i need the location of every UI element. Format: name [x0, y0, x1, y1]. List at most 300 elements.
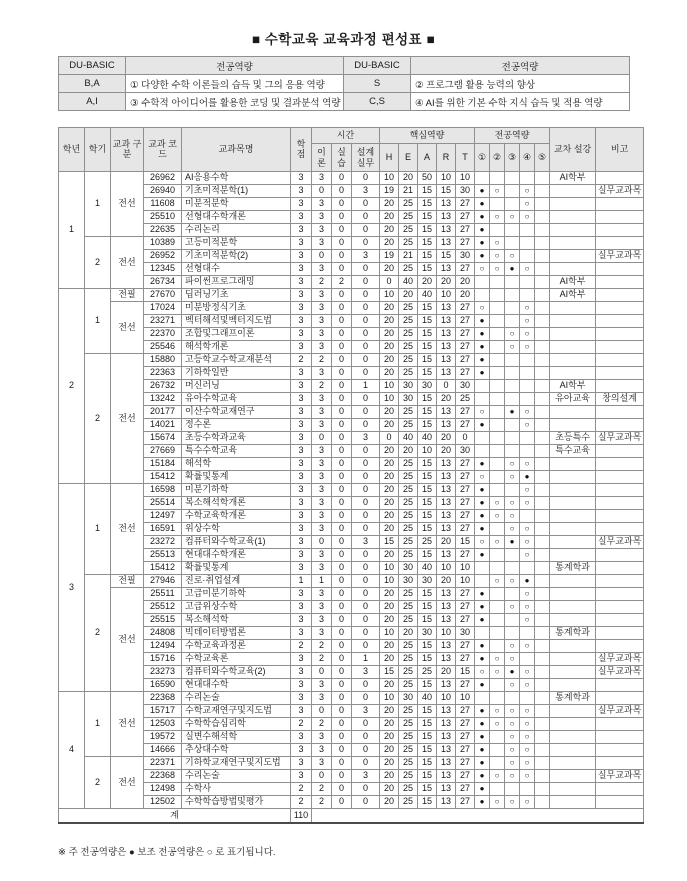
core-h-cell: 20 — [380, 731, 399, 744]
core-e-cell: 25 — [399, 744, 418, 757]
major-mark-1-cell: ○ — [475, 666, 490, 679]
year-cell: 3 — [59, 484, 85, 692]
hours-practice-cell: 0 — [332, 341, 352, 354]
cross-listing-cell — [550, 601, 596, 614]
course-code-cell: 16590 — [144, 679, 182, 692]
core-r-cell: 20 — [437, 536, 456, 549]
major-mark-2-cell: ○ — [490, 796, 505, 809]
major-mark-5-cell — [535, 666, 550, 679]
major-mark-3-cell: ○ — [505, 458, 520, 471]
core-r-cell: 13 — [437, 198, 456, 211]
core-t-cell: 10 — [456, 692, 475, 705]
col-header-major-group: 전공역량 — [475, 128, 550, 144]
major-mark-5-cell — [535, 458, 550, 471]
core-t-cell: 15 — [456, 666, 475, 679]
hours-theory-cell: 3 — [312, 211, 332, 224]
course-row — [59, 250, 644, 263]
major-mark-3-cell: ● — [505, 263, 520, 276]
core-e-cell: 25 — [399, 458, 418, 471]
category-cell: 전필 — [111, 289, 144, 302]
core-r-cell: 13 — [437, 497, 456, 510]
hours-theory-cell: 3 — [312, 458, 332, 471]
course-name-cell: 기초미적분학(1) — [182, 185, 291, 198]
course-code-cell: 15717 — [144, 705, 182, 718]
course-name-cell: 벡터해석및벡터지도법 — [182, 315, 291, 328]
course-name-cell: 해석학개론 — [182, 341, 291, 354]
core-h-cell: 20 — [380, 796, 399, 809]
major-mark-3-cell: ○ — [505, 523, 520, 536]
major-mark-3-cell: ● — [505, 666, 520, 679]
core-r-cell: 13 — [437, 640, 456, 653]
major-mark-4-cell — [520, 783, 535, 796]
hours-theory-cell: 3 — [312, 692, 332, 705]
course-code-cell: 12503 — [144, 718, 182, 731]
note-cell — [596, 276, 644, 289]
major-mark-1-cell: ● — [475, 640, 490, 653]
cross-listing-cell — [550, 458, 596, 471]
cross-listing-cell — [550, 549, 596, 562]
course-code-cell: 12498 — [144, 783, 182, 796]
major-mark-3-cell — [505, 562, 520, 575]
core-a-cell: 15 — [418, 757, 437, 770]
course-code-cell: 25511 — [144, 588, 182, 601]
hours-practice-cell: 0 — [332, 198, 352, 211]
hours-practice-cell: 0 — [332, 237, 352, 250]
core-t-cell: 27 — [456, 523, 475, 536]
hours-practice-cell: 0 — [332, 172, 352, 185]
core-r-cell: 13 — [437, 744, 456, 757]
course-row — [59, 744, 644, 757]
major-mark-4-cell: ○ — [520, 523, 535, 536]
major-mark-4-cell: ○ — [520, 536, 535, 549]
major-mark-1-cell: ● — [475, 211, 490, 224]
course-code-cell: 27669 — [144, 445, 182, 458]
semester-cell: 1 — [85, 484, 111, 575]
major-mark-3-cell — [505, 185, 520, 198]
course-code-cell: 26732 — [144, 380, 182, 393]
major-mark-5-cell — [535, 198, 550, 211]
major-mark-1-cell: ● — [475, 718, 490, 731]
course-name-cell: 현대대수학 — [182, 679, 291, 692]
major-mark-5-cell — [535, 315, 550, 328]
core-h-cell: 20 — [380, 211, 399, 224]
hours-design-cell: 3 — [352, 536, 380, 549]
year-cell: 1 — [59, 172, 85, 289]
core-a-cell: 15 — [418, 588, 437, 601]
course-name-cell: 선형대수학개론 — [182, 211, 291, 224]
col-header-core-group: 핵심역량 — [380, 128, 475, 144]
hours-practice-cell: 0 — [332, 705, 352, 718]
core-a-cell: 25 — [418, 536, 437, 549]
major-mark-3-cell — [505, 588, 520, 601]
major-mark-3-cell — [505, 627, 520, 640]
core-a-cell: 15 — [418, 549, 437, 562]
cross-listing-cell — [550, 575, 596, 588]
core-a-cell: 15 — [418, 341, 437, 354]
course-code-cell: 12494 — [144, 640, 182, 653]
core-a-cell: 15 — [418, 198, 437, 211]
credits-cell: 2 — [291, 354, 312, 367]
legend-desc: ④ AI를 위한 기본 수학 지식 습득 및 적용 역량 — [411, 93, 630, 111]
hours-design-cell: 0 — [352, 575, 380, 588]
course-row — [59, 406, 644, 419]
year-cell: 2 — [59, 289, 85, 484]
col-header-major-2: ② — [490, 144, 505, 172]
core-t-cell: 27 — [456, 198, 475, 211]
core-h-cell: 19 — [380, 185, 399, 198]
hours-practice-cell: 0 — [332, 692, 352, 705]
core-a-cell: 15 — [418, 731, 437, 744]
core-t-cell: 27 — [456, 302, 475, 315]
semester-cell: 1 — [85, 692, 111, 757]
major-mark-1-cell — [475, 692, 490, 705]
core-e-cell: 25 — [399, 588, 418, 601]
core-e-cell: 20 — [399, 627, 418, 640]
core-t-cell: 25 — [456, 393, 475, 406]
credits-cell: 3 — [291, 497, 312, 510]
core-t-cell: 27 — [456, 471, 475, 484]
total-row — [59, 809, 644, 824]
col-header-year: 학년 — [59, 128, 85, 172]
core-a-cell: 40 — [418, 692, 437, 705]
cross-listing-cell — [550, 484, 596, 497]
core-e-cell: 25 — [399, 523, 418, 536]
course-row — [59, 224, 644, 237]
course-code-cell: 15674 — [144, 432, 182, 445]
course-name-cell: 실변수해석학 — [182, 731, 291, 744]
core-h-cell: 20 — [380, 471, 399, 484]
hours-practice-cell: 0 — [332, 406, 352, 419]
credits-cell: 3 — [291, 276, 312, 289]
credits-cell: 3 — [291, 393, 312, 406]
hours-theory-cell: 3 — [312, 757, 332, 770]
major-mark-4-cell — [520, 289, 535, 302]
course-row — [59, 198, 644, 211]
major-mark-2-cell: ○ — [490, 185, 505, 198]
note-cell — [596, 731, 644, 744]
core-h-cell: 20 — [380, 718, 399, 731]
major-mark-5-cell — [535, 302, 550, 315]
core-r-cell: 13 — [437, 770, 456, 783]
cross-listing-cell — [550, 536, 596, 549]
legend-row — [59, 93, 630, 111]
core-a-cell: 15 — [418, 185, 437, 198]
major-mark-1-cell — [475, 380, 490, 393]
core-e-cell: 25 — [399, 211, 418, 224]
major-mark-2-cell — [490, 289, 505, 302]
course-row — [59, 445, 644, 458]
major-mark-5-cell — [535, 614, 550, 627]
major-mark-2-cell — [490, 523, 505, 536]
core-h-cell: 10 — [380, 627, 399, 640]
core-h-cell: 20 — [380, 354, 399, 367]
credits-cell: 3 — [291, 250, 312, 263]
hours-practice-cell: 0 — [332, 250, 352, 263]
credits-cell: 3 — [291, 679, 312, 692]
cross-listing-cell — [550, 198, 596, 211]
course-row — [59, 770, 644, 783]
credits-cell: 3 — [291, 770, 312, 783]
semester-cell: 2 — [85, 575, 111, 692]
course-row — [59, 367, 644, 380]
credits-cell: 3 — [291, 432, 312, 445]
core-r-cell: 20 — [437, 575, 456, 588]
credits-cell: 3 — [291, 172, 312, 185]
core-t-cell: 27 — [456, 705, 475, 718]
credits-cell: 3 — [291, 237, 312, 250]
note-cell — [596, 562, 644, 575]
core-a-cell: 15 — [418, 718, 437, 731]
core-h-cell: 20 — [380, 523, 399, 536]
core-t-cell: 27 — [456, 614, 475, 627]
major-mark-3-cell: ○ — [505, 653, 520, 666]
course-code-cell: 25510 — [144, 211, 182, 224]
core-a-cell: 15 — [418, 263, 437, 276]
major-mark-5-cell — [535, 588, 550, 601]
course-code-cell: 22368 — [144, 770, 182, 783]
course-name-cell: 고급미분기하학 — [182, 588, 291, 601]
hours-practice-cell: 0 — [332, 263, 352, 276]
note-cell — [596, 510, 644, 523]
hours-practice-cell: 0 — [332, 718, 352, 731]
major-mark-3-cell — [505, 198, 520, 211]
note-cell — [596, 237, 644, 250]
course-code-cell: 23271 — [144, 315, 182, 328]
credits-cell: 1 — [291, 575, 312, 588]
course-code-cell: 25513 — [144, 549, 182, 562]
core-a-cell: 15 — [418, 406, 437, 419]
major-mark-4-cell — [520, 510, 535, 523]
hours-design-cell: 0 — [352, 744, 380, 757]
col-header-time-group: 시간 — [312, 128, 380, 144]
major-mark-3-cell: ○ — [505, 211, 520, 224]
cross-listing-cell — [550, 224, 596, 237]
core-a-cell: 40 — [418, 562, 437, 575]
major-mark-4-cell: ○ — [520, 211, 535, 224]
course-row — [59, 796, 644, 809]
core-r-cell: 13 — [437, 328, 456, 341]
hours-practice-cell: 0 — [332, 185, 352, 198]
credits-cell: 3 — [291, 692, 312, 705]
major-mark-2-cell: ○ — [490, 497, 505, 510]
core-a-cell: 15 — [418, 796, 437, 809]
core-t-cell: 27 — [456, 640, 475, 653]
col-header-cross: 교차 설강 — [550, 128, 596, 172]
major-mark-2-cell: ○ — [490, 211, 505, 224]
credits-cell: 3 — [291, 627, 312, 640]
core-t-cell: 27 — [456, 354, 475, 367]
total-empty-cell — [312, 809, 644, 824]
core-a-cell: 20 — [418, 276, 437, 289]
major-mark-1-cell: ● — [475, 510, 490, 523]
hours-design-cell: 0 — [352, 783, 380, 796]
hours-theory-cell: 0 — [312, 705, 332, 718]
major-mark-1-cell: ● — [475, 237, 490, 250]
hours-design-cell: 0 — [352, 172, 380, 185]
cross-listing-cell — [550, 588, 596, 601]
course-row — [59, 679, 644, 692]
page-title: ■ 수학교육 교육과정 편성표 ■ — [251, 32, 436, 47]
core-e-cell: 25 — [399, 263, 418, 276]
hours-design-cell: 1 — [352, 653, 380, 666]
core-r-cell: 13 — [437, 237, 456, 250]
credits-cell: 3 — [291, 731, 312, 744]
hours-theory-cell: 3 — [312, 562, 332, 575]
core-t-cell: 27 — [456, 744, 475, 757]
hours-theory-cell: 3 — [312, 367, 332, 380]
semester-cell: 1 — [85, 172, 111, 237]
note-cell — [596, 484, 644, 497]
major-mark-5-cell — [535, 692, 550, 705]
hours-practice-cell: 0 — [332, 757, 352, 770]
total-label-cell: 계 — [59, 809, 291, 824]
course-row — [59, 315, 644, 328]
hours-design-cell: 0 — [352, 276, 380, 289]
note-cell — [596, 172, 644, 185]
major-mark-4-cell: ○ — [520, 757, 535, 770]
core-t-cell: 27 — [456, 419, 475, 432]
course-row — [59, 731, 644, 744]
course-code-cell: 22368 — [144, 692, 182, 705]
major-mark-3-cell: ○ — [505, 250, 520, 263]
major-mark-2-cell — [490, 692, 505, 705]
core-t-cell: 27 — [456, 406, 475, 419]
course-row — [59, 614, 644, 627]
major-mark-5-cell — [535, 263, 550, 276]
major-mark-2-cell — [490, 367, 505, 380]
hours-practice-cell: 0 — [332, 783, 352, 796]
major-mark-3-cell — [505, 783, 520, 796]
major-mark-1-cell: ● — [475, 497, 490, 510]
core-r-cell: 13 — [437, 679, 456, 692]
core-h-cell: 20 — [380, 315, 399, 328]
core-e-cell: 25 — [399, 302, 418, 315]
major-mark-5-cell — [535, 367, 550, 380]
core-r-cell: 13 — [437, 523, 456, 536]
major-mark-1-cell: ● — [475, 458, 490, 471]
hours-practice-cell: 0 — [332, 224, 352, 237]
course-name-cell: 수리논리 — [182, 224, 291, 237]
core-e-cell: 25 — [399, 484, 418, 497]
major-mark-4-cell: ○ — [520, 263, 535, 276]
credits-cell: 3 — [291, 367, 312, 380]
core-r-cell: 13 — [437, 367, 456, 380]
note-cell — [596, 627, 644, 640]
course-name-cell: 선형대수 — [182, 263, 291, 276]
core-r-cell: 13 — [437, 315, 456, 328]
note-cell — [596, 497, 644, 510]
major-mark-3-cell: ● — [505, 536, 520, 549]
core-e-cell: 25 — [399, 614, 418, 627]
major-mark-5-cell — [535, 770, 550, 783]
category-cell: 전선 — [111, 588, 144, 692]
hours-practice-cell: 0 — [332, 666, 352, 679]
hours-design-cell: 0 — [352, 406, 380, 419]
core-e-cell: 20 — [399, 289, 418, 302]
course-code-cell: 12345 — [144, 263, 182, 276]
course-code-cell: 12497 — [144, 510, 182, 523]
legend-code: S — [344, 75, 411, 93]
credits-cell: 3 — [291, 211, 312, 224]
course-name-cell: 위상수학 — [182, 523, 291, 536]
course-row — [59, 419, 644, 432]
note-cell — [596, 601, 644, 614]
major-mark-1-cell: ● — [475, 185, 490, 198]
course-row — [59, 536, 644, 549]
course-code-cell: 19572 — [144, 731, 182, 744]
col-header-core-a: A — [418, 144, 437, 172]
course-name-cell: 이산수학교재연구 — [182, 406, 291, 419]
note-cell — [596, 211, 644, 224]
hours-theory-cell: 0 — [312, 250, 332, 263]
course-name-cell: 고등미적분학 — [182, 237, 291, 250]
major-mark-1-cell: ● — [475, 783, 490, 796]
credits-cell: 3 — [291, 757, 312, 770]
core-h-cell: 20 — [380, 263, 399, 276]
course-name-cell: 추상대수학 — [182, 744, 291, 757]
core-a-cell: 10 — [418, 445, 437, 458]
core-t-cell: 27 — [456, 315, 475, 328]
core-e-cell: 25 — [399, 601, 418, 614]
cross-listing-cell — [550, 419, 596, 432]
major-mark-2-cell — [490, 172, 505, 185]
course-name-cell: 복소해석학개론 — [182, 497, 291, 510]
col-header-major-4: ④ — [520, 144, 535, 172]
major-mark-3-cell: ○ — [505, 601, 520, 614]
course-code-cell: 14021 — [144, 419, 182, 432]
course-code-cell: 15880 — [144, 354, 182, 367]
core-a-cell: 15 — [418, 354, 437, 367]
cross-listing-cell — [550, 653, 596, 666]
core-r-cell: 13 — [437, 731, 456, 744]
course-code-cell: 15412 — [144, 562, 182, 575]
core-h-cell: 20 — [380, 757, 399, 770]
hours-design-cell: 0 — [352, 523, 380, 536]
core-h-cell: 15 — [380, 666, 399, 679]
legend-code: B,A — [59, 75, 126, 93]
major-mark-3-cell: ○ — [505, 731, 520, 744]
course-row — [59, 471, 644, 484]
hours-practice-cell: 0 — [332, 354, 352, 367]
core-r-cell: 20 — [437, 432, 456, 445]
major-mark-1-cell: ○ — [475, 536, 490, 549]
note-cell — [596, 796, 644, 809]
core-h-cell: 20 — [380, 601, 399, 614]
hours-design-cell: 3 — [352, 432, 380, 445]
core-e-cell: 25 — [399, 419, 418, 432]
course-row — [59, 328, 644, 341]
note-cell: 실무교과목 — [596, 250, 644, 263]
hours-theory-cell: 0 — [312, 666, 332, 679]
cross-listing-cell — [550, 263, 596, 276]
course-row — [59, 549, 644, 562]
major-mark-4-cell: ● — [520, 471, 535, 484]
major-mark-4-cell: ○ — [520, 419, 535, 432]
note-cell: 실무교과목 — [596, 666, 644, 679]
col-header-credits: 학 점 — [291, 128, 312, 172]
core-a-cell: 15 — [418, 302, 437, 315]
credits-cell: 3 — [291, 224, 312, 237]
note-cell — [596, 315, 644, 328]
core-e-cell: 25 — [399, 731, 418, 744]
major-mark-2-cell — [490, 744, 505, 757]
course-code-cell: 24808 — [144, 627, 182, 640]
hours-practice-cell: 0 — [332, 562, 352, 575]
hours-theory-cell: 3 — [312, 341, 332, 354]
core-e-cell: 30 — [399, 380, 418, 393]
major-mark-2-cell: ○ — [490, 666, 505, 679]
major-mark-3-cell: ○ — [505, 705, 520, 718]
